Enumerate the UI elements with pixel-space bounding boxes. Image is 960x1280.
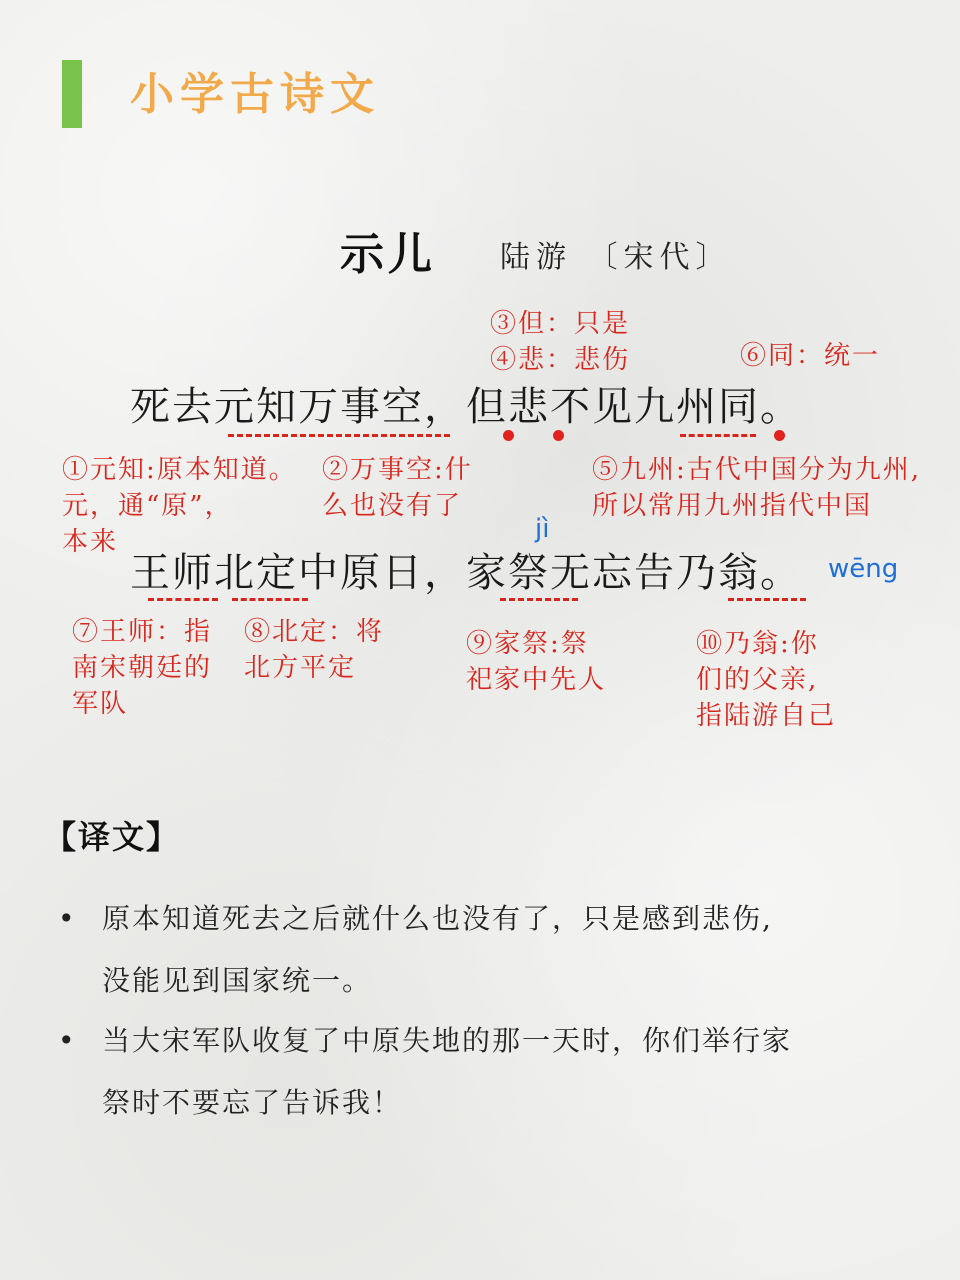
note-7: [72, 614, 212, 722]
note-10-line-3: 指陆游自己: [696, 701, 837, 731]
poem-line-1: 死去元知万事空，但悲不见九州同。: [130, 384, 802, 430]
note-4: ④悲：悲伤: [490, 345, 631, 375]
bullet-icon: •: [58, 1024, 77, 1057]
underline-naiweng: [728, 598, 806, 601]
note-7-line-1: ⑦王师：指: [72, 617, 213, 647]
note-3: ③但：只是: [490, 309, 631, 339]
pinyin-weng: wēng: [828, 554, 899, 584]
underline-yuanzhi-wanshikong: [228, 434, 450, 437]
header-accent-bar: [62, 60, 82, 128]
note-5: [592, 452, 921, 524]
note-9-line-2: 祀家中先人: [466, 665, 607, 695]
translation-item-2-line-2: 祭时不要忘了告诉我！: [102, 1086, 403, 1119]
note-1-line-2: 元，通“原”，: [62, 491, 233, 521]
note-7-line-2: 南宋朝廷的: [72, 653, 213, 683]
translation-item-2-line-1: 当大宋军队收复了中原失地的那一天时，你们举行家: [102, 1024, 793, 1057]
translation-item-2: [58, 1010, 898, 1134]
note-2-line-2: 么也没有了: [322, 491, 463, 521]
pinyin-ji: jì: [535, 514, 550, 544]
note-10-line-1: ⑩乃翁:你: [696, 629, 819, 659]
note-8: [244, 614, 384, 686]
note-1: [62, 452, 297, 560]
note-9-line-1: ⑨家祭:祭: [466, 629, 589, 659]
note-2-line-1: ②万事空:什: [322, 455, 473, 485]
poem-line-2: 王师北定中原日，家祭无忘告乃翁。: [130, 550, 802, 596]
emphasis-dot-dan: [503, 430, 514, 441]
note-9: [466, 626, 606, 698]
translation-item-1-line-1: 原本知道死去之后就什么也没有了，只是感到悲伤,: [102, 902, 773, 935]
page-title: 小学古诗文: [130, 69, 380, 120]
note-1-line-1: ①元知:原本知道。: [62, 455, 297, 485]
poem-title: 示儿: [340, 229, 436, 280]
translation-heading: 【译文】: [44, 818, 181, 856]
translation-item-1: [58, 888, 898, 1012]
note-7-line-3: 军队: [72, 689, 129, 719]
underline-jiaji: [500, 598, 578, 601]
note-10-line-2: 们的父亲,: [696, 665, 819, 695]
note-10: [696, 626, 836, 734]
translation-item-1-line-2: 没能见到国家统一。: [102, 964, 373, 997]
note-8-line-2: 北方平定: [244, 653, 357, 683]
note-6: ⑥同：统一: [740, 341, 881, 371]
poem-author: 陆游 〔宋代〕: [500, 240, 732, 275]
underline-wangshi: [148, 598, 218, 601]
note-2: [322, 452, 473, 524]
underline-beiding: [232, 598, 308, 601]
note-8-line-1: ⑧北定：将: [244, 617, 385, 647]
underline-jiuzhou: [680, 434, 756, 437]
emphasis-dot-tong: [774, 430, 785, 441]
emphasis-dot-bei: [553, 430, 564, 441]
note-1-line-3: 本来: [62, 527, 119, 557]
bullet-icon: •: [58, 902, 77, 935]
note-5-line-1: ⑤九州:古代中国分为九州,: [592, 455, 922, 485]
note-5-line-2: 所以常用九州指代中国: [592, 491, 873, 521]
